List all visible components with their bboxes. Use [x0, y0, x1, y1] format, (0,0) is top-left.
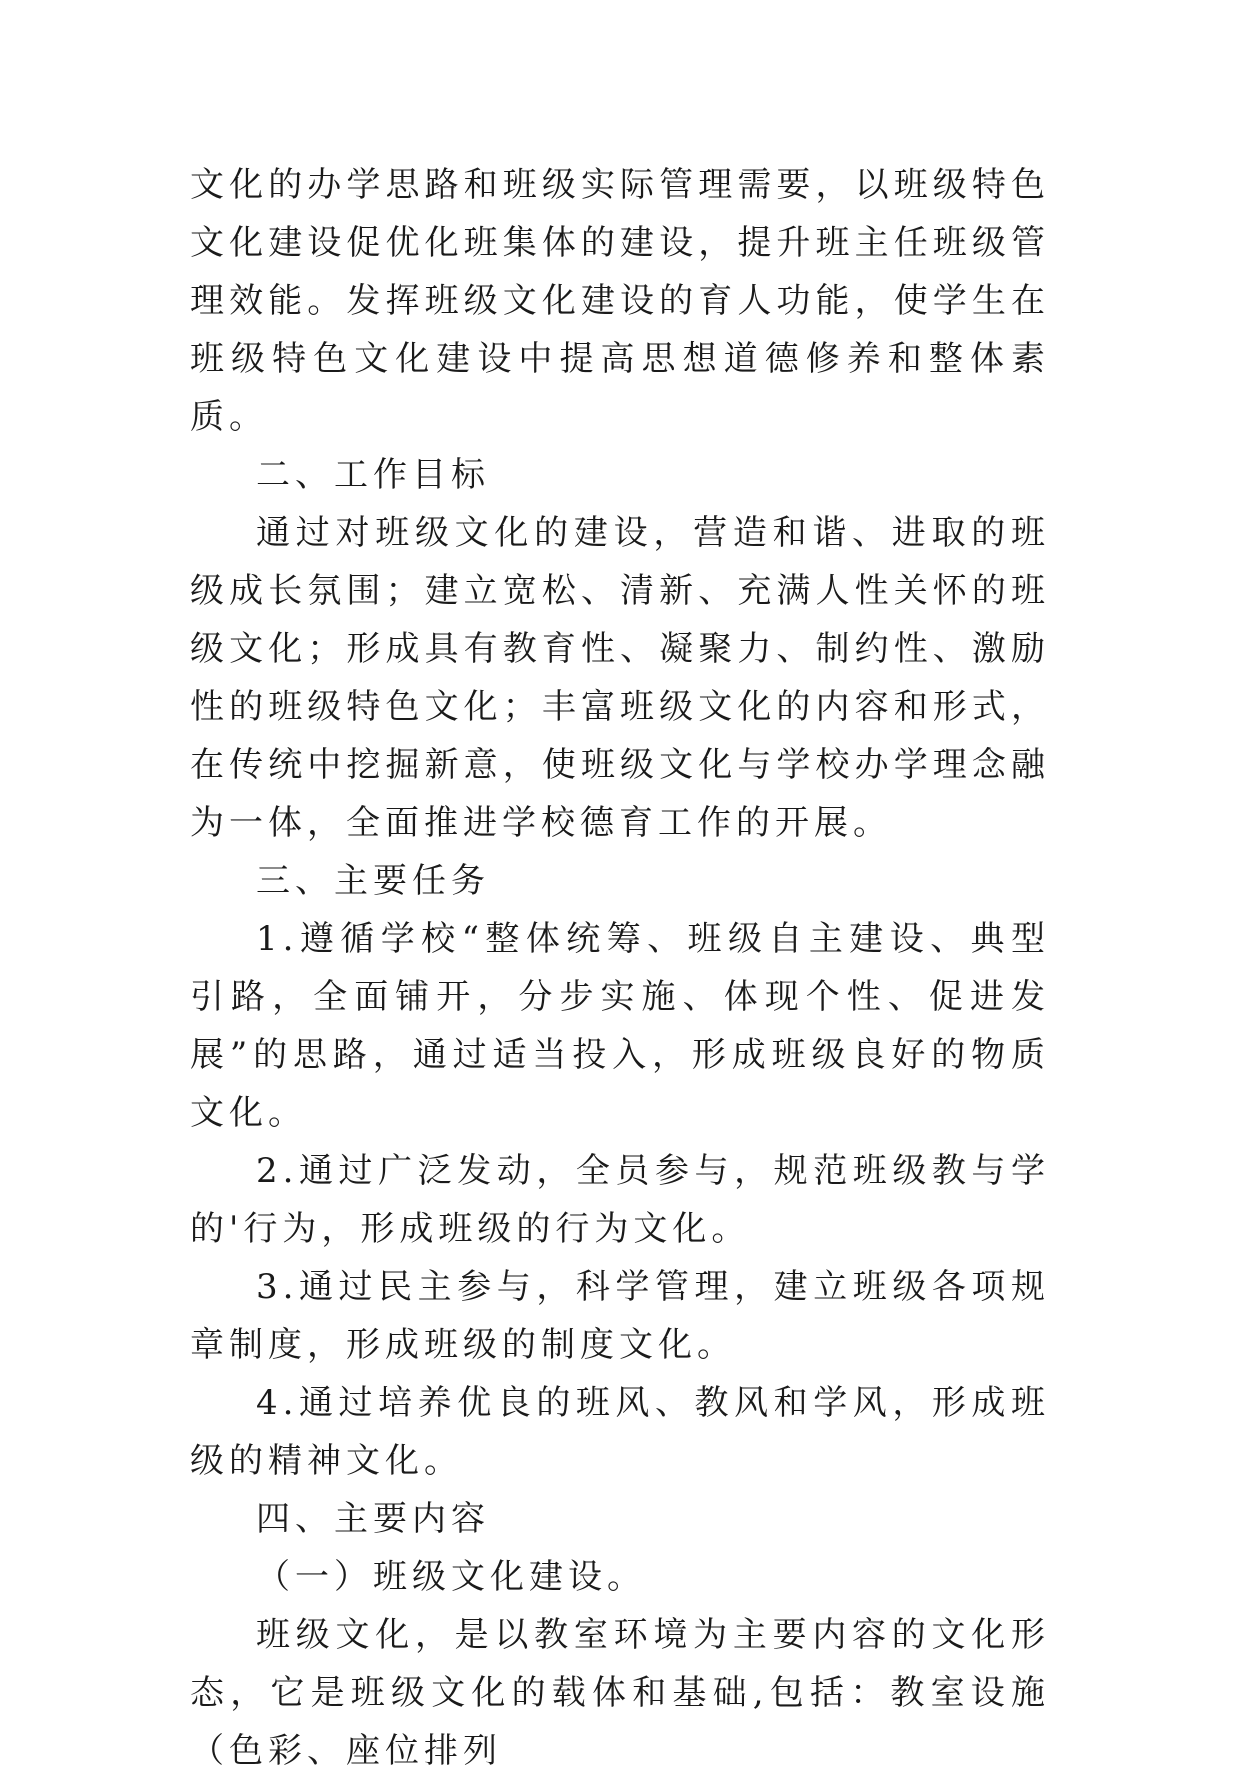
document-body — [190, 156, 1050, 1780]
paragraph-intro-continued: 文化的办学思路和班级实际管理需要，以班级特色文化建设促优化班集体的建设，提升班主任班级管理效能。发挥班级文化建设的育人功能，使学生在班级特色文化建设中提高思想道德修养和整体素质。 — [190, 165, 1050, 437]
task-item-3: 3.通过民主参与，科学管理，建立班级各项规章制度，形成班级的制度文化。 — [190, 1267, 1050, 1365]
heading-work-goals: 二、工作目标 — [256, 455, 490, 495]
task-item-1: 1.遵循学校“整体统筹、班级自主建设、典型引路，全面铺开，分步实施、体现个性、促进发展”的思路，通过适当投入，形成班级良好的物质文化。 — [190, 919, 1050, 1133]
paragraph-work-goals: 通过对班级文化的建设，营造和谐、进取的班级成长氛围；建立宽松、清新、充满人性关怀的班级文化；形成具有教育性、凝聚力、制约性、激励性的班级特色文化；丰富班级文化的内容和形式，在传统中挖掘新意，使班级文化与学校办学理念融为一体，全面推进学校德育工作的开展。 — [190, 513, 1050, 843]
paragraph-class-culture: 班级文化，是以教室环境为主要内容的文化形态，它是班级文化的载体和基础,包括：教室设施（色彩、座位排列 — [190, 1615, 1050, 1771]
heading-main-content: 四、主要内容 — [256, 1499, 490, 1539]
heading-main-tasks: 三、主要任务 — [256, 861, 490, 901]
task-item-2: 2.通过广泛发动，全员参与，规范班级教与学的'行为，形成班级的行为文化。 — [190, 1151, 1050, 1249]
task-item-4: 4.通过培养优良的班风、教风和学风，形成班级的精神文化。 — [190, 1383, 1050, 1481]
subheading-class-culture: （一）班级文化建设。 — [256, 1557, 646, 1597]
